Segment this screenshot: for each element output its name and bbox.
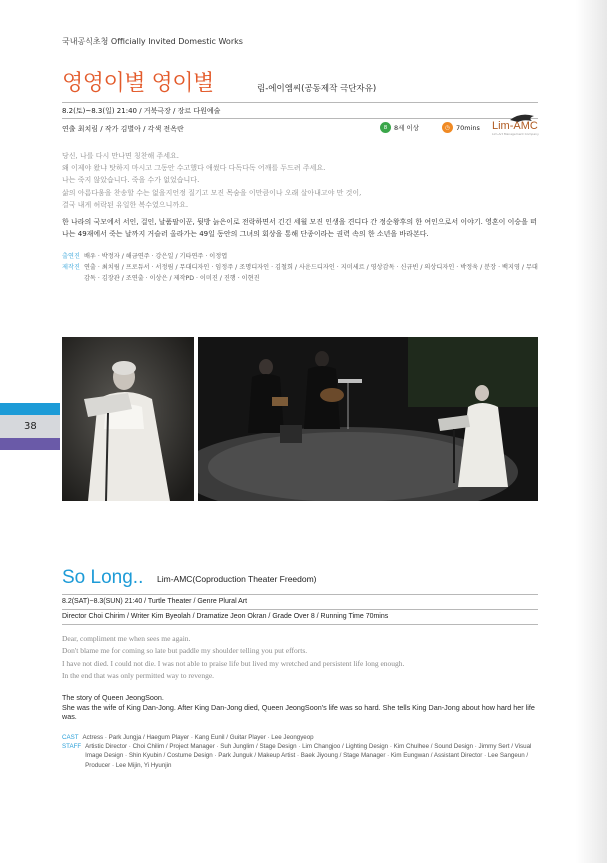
poem-line: I have not died. I could not die. I was not able to praise life but lived my wretched and persistent life long enough. (62, 658, 405, 668)
english-staff-line: Director Choi Chirim / Writer Kim Byeolah / Dramatize Jeon Okran / Grade Over 8 / Running Time 70mins (62, 613, 389, 620)
staff-row (62, 742, 542, 770)
english-company: Lim-AMC(Coproduction Theater Freedom) (157, 574, 317, 584)
cast-row (62, 251, 540, 262)
english-schedule: 8.2(SAT)~8.3(SUN) 21:40 / Turtle Theater / Genre Plural Art (62, 598, 248, 605)
divider (62, 624, 538, 625)
story-title: The story of Queen JeongSoon. (62, 693, 164, 702)
poem-line: 삶의 아름다움을 찬송할 수는 없을지언정 질기고 모진 목숨을 이만큼이나 오래 살아내고야 만 것이, (62, 188, 362, 197)
age-badge-label: 8세 이상 (394, 124, 420, 132)
divider (62, 102, 538, 103)
age-badge (380, 122, 419, 133)
divider (62, 594, 538, 595)
divider (62, 118, 538, 119)
page-tab-purple (0, 438, 60, 450)
performance-photo-stage (198, 337, 538, 501)
staff-label: 제작진 (62, 264, 80, 271)
story-text: She was the wife of King Dan-Jong. After King Dan-Jong died, Queen JeongSoon's life was so hard. She tells King Dan-Jong about how hard her life was. (62, 702, 535, 722)
poem-line: Don't blame me for coming so late but paddle my shoulder telling you put efforts. (62, 646, 308, 656)
korean-company: 림-에이엠씨(공동제작 극단자유) (257, 84, 377, 94)
cast-text: Actress · Park Jungja / Haegum Player · Kang Eunil / Guitar Player · Lee Jeongyeop (82, 734, 314, 741)
clock-icon: ◷ (442, 122, 453, 133)
cast-label: 출연진 (62, 253, 80, 260)
english-story (62, 693, 542, 722)
english-poem (62, 633, 542, 682)
page-tab-blue (0, 403, 60, 415)
staff-text: Artistic Director · Choi Chilim / Project Manager · Suh Junglim / Stage Design · Lim Changjoo / Lighting Design · Kim Chulhee / Sound Design · Jimmy Sert / Visual Image Design · Shin Kyubin / Costume Design · Park Junguk / Makeup Artist · Baek Jiyoung / Stage Manager · Kim Eungwan / Assistant Director · Lee Sangeun / Producer · Lee Mijin, Yi Hyunjin (85, 743, 532, 769)
korean-staff-line: 연출 최치림 / 작가 김별아 / 각색 전옥란 (62, 125, 184, 133)
staff-text: 연출 · 최치림 / 프로듀서 · 서정림 / 무대디자인 · 임정주 / 조명디자인 · 김철희 / 사운드디자인 · 지미세르 / 영상감독 · 신규빈 / 의상디자인 · 박정욱 / 분장 · 백지영 / 무대감독 · 김장관 / 조연출 · 이상은 / 제작PD · 이미진 / 진행 · 이현진 (83, 264, 538, 282)
korean-title: 영영이별 영이별 (62, 71, 214, 96)
cast-text: 배우 · 박정자 / 해금연주 · 강은일 / 기타연주 · 이정엽 (83, 253, 228, 260)
page-edge-shadow (576, 0, 607, 863)
english-credits (62, 733, 542, 770)
poem-line: 왜 이제야 왔냐 탓하지 마시고 그동안 수고했다 애썼다 다독다독 어깨를 두드려 주세요. (62, 164, 326, 173)
english-title: So Long.. (62, 567, 144, 588)
section-label: 국내공식초청 Officially Invited Domestic Works (62, 37, 243, 46)
staff-row (62, 262, 540, 284)
performance-photo-actress (62, 337, 194, 501)
cast-row (62, 733, 542, 742)
logo-subtext: Lim-Art Management Company (492, 132, 539, 136)
staff-label: STAFF (62, 743, 82, 751)
page-number: 38 (24, 421, 37, 432)
cast-label: CAST (62, 734, 79, 741)
poem-line: Dear, compliment me when sees me again. (62, 634, 191, 643)
runtime-badge (442, 122, 480, 133)
poem-line: 당신, 나를 다시 만나면 칭찬해 주세요. (62, 152, 180, 160)
korean-credits (62, 251, 540, 284)
divider (62, 609, 538, 610)
company-logo (488, 112, 544, 136)
korean-poem (62, 150, 532, 211)
poem-line: 결국 내게 허락된 유일한 복수였으니까요. (62, 200, 189, 209)
korean-schedule: 8.2(토)~8.3(일) 21:40 / 거북극장 / 장르 다원예술 (62, 107, 221, 115)
poem-line: In the end that was only permitted way to revenge. (62, 670, 215, 680)
logo-text: Lim-AMC (492, 120, 538, 132)
korean-story: 한 나라의 국모에서 서인, 걸인, 날품팔이꾼, 뒷방 늙은이로 전락하면서 긴긴 세월 모진 인생을 견디다 간 정순왕후의 한 여인으로서 이야기. 영혼이 이승을 떠나는 49재에서 죽는 날까지 거슬러 올라가는 49일 동안의 그녀의 회상을 통해 단종이라는 권력 속의 한 소년을 바라본다. (62, 218, 537, 238)
age-icon: 8 (380, 122, 391, 133)
runtime-badge-label: 70mins (456, 123, 480, 132)
poem-line: 나는 죽지 않았습니다. 죽을 수가 없었습니다. (62, 176, 200, 185)
